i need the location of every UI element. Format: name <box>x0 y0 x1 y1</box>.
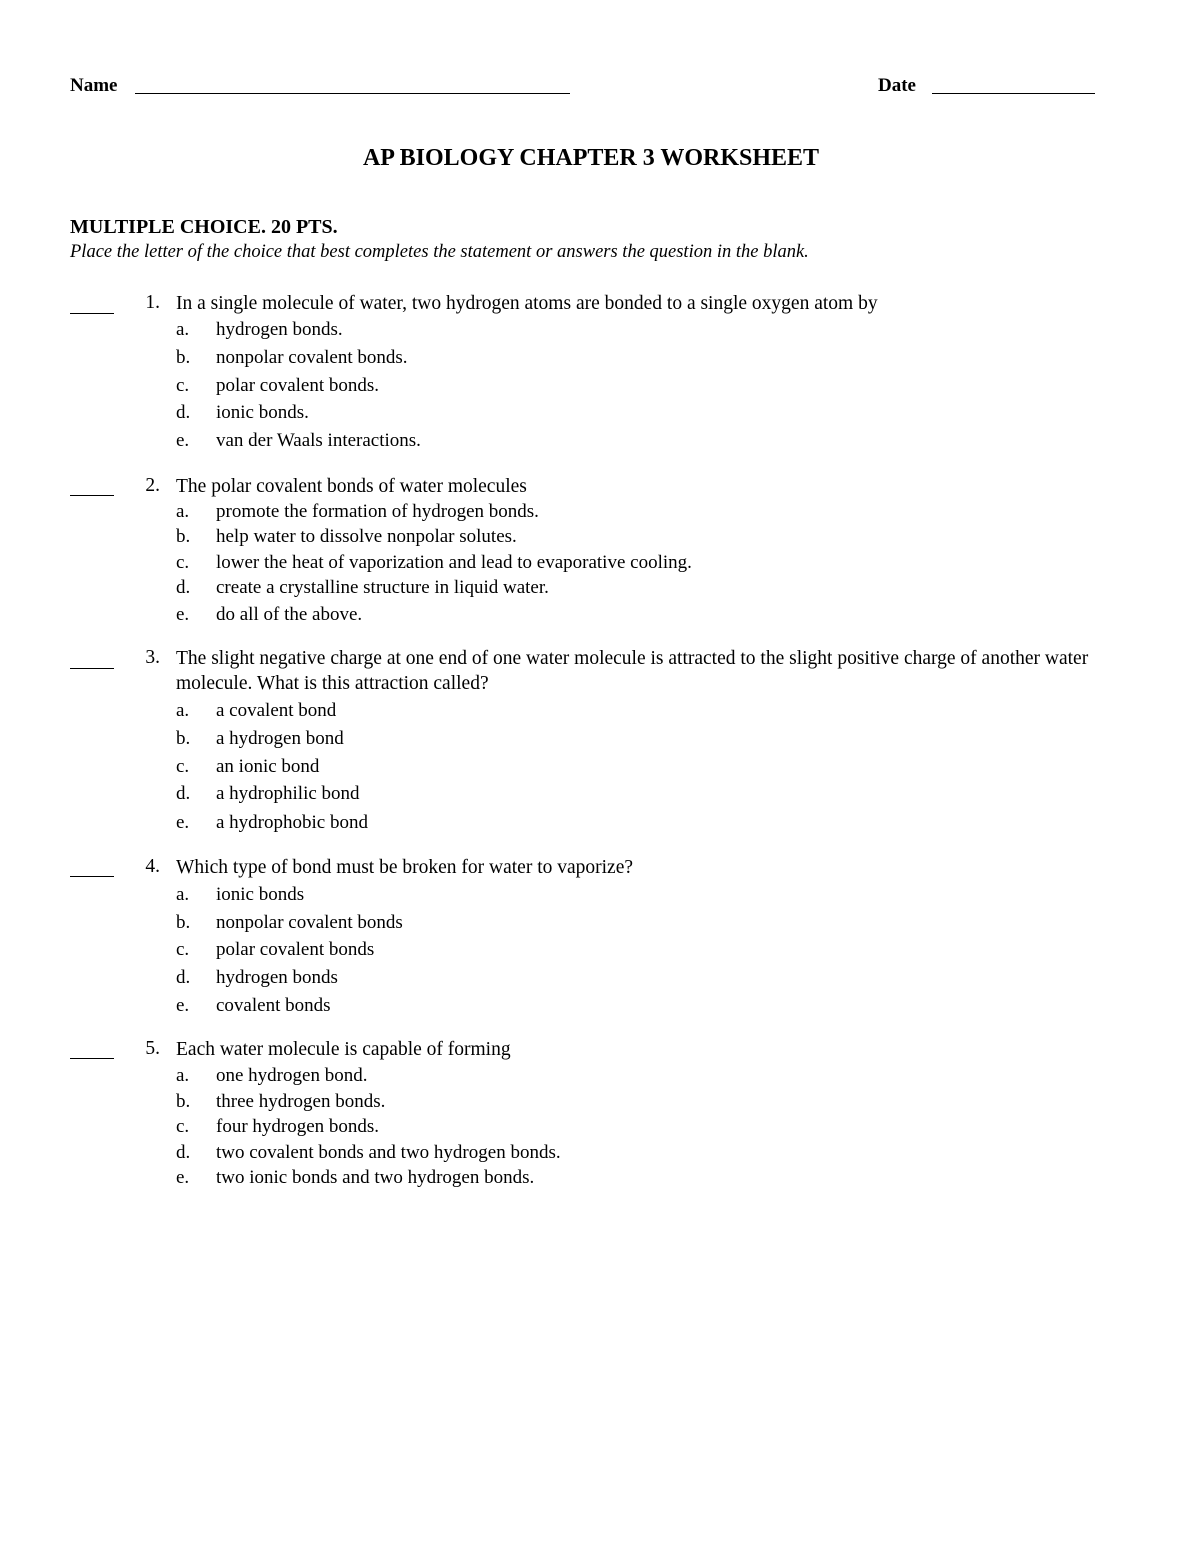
date-label: Date <box>878 75 916 96</box>
option-text: a hydrophilic bond <box>216 783 360 804</box>
option-letter: a. <box>176 884 190 905</box>
option-text: do all of the above. <box>216 604 363 625</box>
option-letter: d. <box>176 577 191 598</box>
option-letter: d. <box>176 402 191 423</box>
option-text: a hydrophobic bond <box>216 812 368 833</box>
option-text: polar covalent bonds <box>216 939 375 960</box>
option-letter: c. <box>176 756 190 777</box>
question-text: The slight negative charge at one end of one water molecule is attracted to the slight positive charge of another water molecule. What is this attraction called? <box>176 648 1089 694</box>
option-text: ionic bonds. <box>216 402 309 423</box>
worksheet-title: AP BIOLOGY CHAPTER 3 WORKSHEET <box>362 145 820 171</box>
option-text: nonpolar covalent bonds <box>216 912 403 933</box>
question-number: 2. <box>145 475 160 496</box>
name-blank-line[interactable] <box>135 93 570 94</box>
option-text: ionic bonds <box>216 884 305 905</box>
answer-blank[interactable] <box>70 668 114 669</box>
name-label: Name <box>70 75 118 96</box>
option-letter: d. <box>176 967 191 988</box>
option-text: hydrogen bonds. <box>216 319 343 340</box>
question-number: 4. <box>145 856 160 877</box>
answer-blank[interactable] <box>70 1058 114 1059</box>
option-letter: e. <box>176 812 190 833</box>
question-number: 3. <box>145 647 160 668</box>
option-letter: b. <box>176 1091 191 1112</box>
option-letter: e. <box>176 604 190 625</box>
option-letter: a. <box>176 1065 190 1086</box>
option-text: a covalent bond <box>216 700 337 721</box>
option-text: polar covalent bonds. <box>216 375 380 396</box>
option-letter: b. <box>176 347 191 368</box>
option-letter: c. <box>176 939 190 960</box>
option-letter: d. <box>176 1142 191 1163</box>
option-text: create a crystalline structure in liquid water. <box>216 577 549 598</box>
option-letter: c. <box>176 1116 190 1137</box>
option-text: four hydrogen bonds. <box>216 1116 380 1137</box>
option-text: a hydrogen bond <box>216 728 344 749</box>
question-text: Each water molecule is capable of forming <box>176 1039 511 1060</box>
answer-blank[interactable] <box>70 495 114 496</box>
question-text: The polar covalent bonds of water molecules <box>176 476 527 497</box>
option-text: nonpolar covalent bonds. <box>216 347 408 368</box>
option-text: an ionic bond <box>216 756 320 777</box>
option-letter: a. <box>176 319 190 340</box>
section-heading: MULTIPLE CHOICE. 20 PTS. <box>70 216 338 238</box>
option-letter: b. <box>176 912 191 933</box>
option-letter: e. <box>176 430 190 451</box>
option-text: van der Waals interactions. <box>216 430 421 451</box>
option-text: two ionic bonds and two hydrogen bonds. <box>216 1167 535 1188</box>
option-letter: a. <box>176 501 190 522</box>
option-letter: e. <box>176 1167 190 1188</box>
date-blank-line[interactable] <box>932 93 1095 94</box>
option-letter: b. <box>176 728 191 749</box>
option-letter: c. <box>176 375 190 396</box>
question-number: 5. <box>145 1038 160 1059</box>
option-text: lower the heat of vaporization and lead to evaporative cooling. <box>216 552 692 573</box>
option-text: one hydrogen bond. <box>216 1065 368 1086</box>
option-text: help water to dissolve nonpolar solutes. <box>216 526 517 547</box>
option-letter: d. <box>176 783 191 804</box>
section-instructions: Place the letter of the choice that best completes the statement or answers the question in the blank. <box>70 242 809 262</box>
question-text: Which type of bond must be broken for water to vaporize? <box>176 857 634 878</box>
option-text: two covalent bonds and two hydrogen bonds. <box>216 1142 561 1163</box>
option-letter: a. <box>176 700 190 721</box>
option-text: hydrogen bonds <box>216 967 338 988</box>
option-text: three hydrogen bonds. <box>216 1091 386 1112</box>
option-letter: e. <box>176 995 190 1016</box>
option-text: promote the formation of hydrogen bonds. <box>216 501 539 522</box>
question-number: 1. <box>145 292 160 313</box>
option-letter: b. <box>176 526 191 547</box>
option-letter: c. <box>176 552 190 573</box>
answer-blank[interactable] <box>70 876 114 877</box>
question-text: In a single molecule of water, two hydrogen atoms are bonded to a single oxygen atom by <box>176 293 878 314</box>
answer-blank[interactable] <box>70 313 114 314</box>
option-text: covalent bonds <box>216 995 331 1016</box>
